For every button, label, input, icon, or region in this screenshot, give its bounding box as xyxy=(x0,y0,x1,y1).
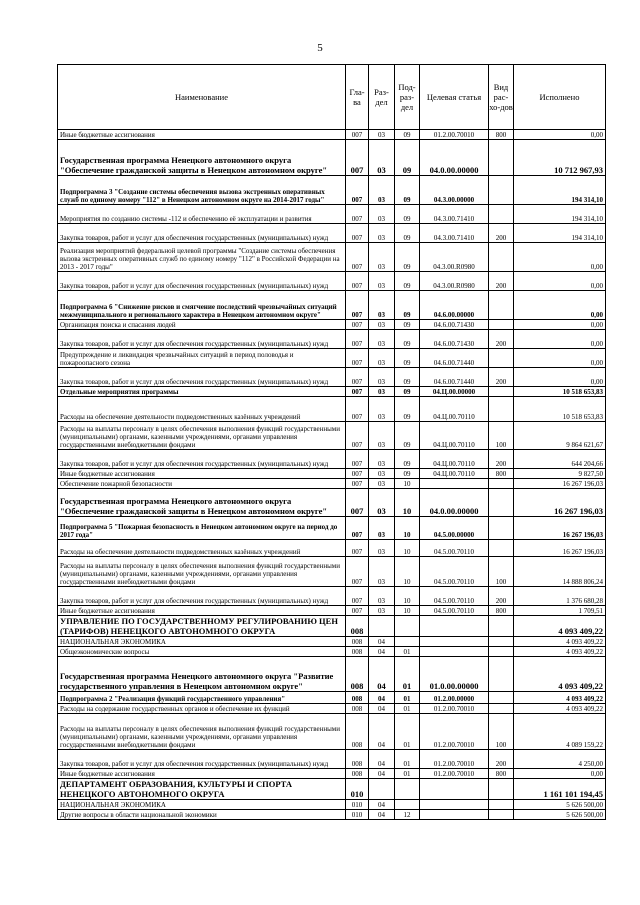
row-name: Предупреждение и ликвидация чрезвычайных ситуаций в период половодья и пожароопасного сезона xyxy=(58,349,346,368)
row-expense-type xyxy=(489,479,514,489)
row-chapter: 007 xyxy=(346,517,369,540)
row-expense-type xyxy=(489,540,514,557)
row-executed: 10 518 653,83 xyxy=(514,397,606,422)
row-name: Расходы на выплаты персоналу в целях обеспечения выполнения функций государственными (муниципальными) органами, казенными учреждениями, органами управления государственными внебюджетными фондами xyxy=(58,422,346,450)
table-row xyxy=(58,517,606,540)
row-expense-type xyxy=(489,387,514,397)
row-executed: 1 376 680,28 xyxy=(514,587,606,606)
row-chapter: 007 xyxy=(346,368,369,387)
row-expense-type: 800 xyxy=(489,130,514,140)
row-target-article xyxy=(420,647,489,657)
row-name: Подпрограмма 6 "Снижение рисков и смягчение последствий чрезвычайных ситуаций межмуниципального и регионального характера в Ненецком автономном округе" xyxy=(58,291,346,320)
row-expense-type: 200 xyxy=(489,587,514,606)
row-chapter: 007 xyxy=(346,489,369,517)
row-chapter: 007 xyxy=(346,450,369,469)
row-section: 03 xyxy=(369,387,395,397)
row-target-article: 04.6.00.71430 xyxy=(420,330,489,349)
row-target-article: 01.2.00.70010 xyxy=(420,130,489,140)
row-executed: 9 864 621,67 xyxy=(514,422,606,450)
row-target-article: 04.3.00.71410 xyxy=(420,224,489,243)
row-name: Расходы на обеспечение деятельности подведомственных казённых учреждений xyxy=(58,540,346,557)
row-section: 03 xyxy=(369,489,395,517)
row-target-article: 04.Ц.00.70110 xyxy=(420,422,489,450)
row-executed: 16 267 196,03 xyxy=(514,479,606,489)
row-chapter: 007 xyxy=(346,140,369,176)
row-expense-type xyxy=(489,704,514,714)
row-chapter: 008 xyxy=(346,692,369,704)
row-section: 04 xyxy=(369,800,395,810)
table-row xyxy=(58,450,606,469)
row-subsection: 09 xyxy=(395,387,420,397)
row-executed: 1 709,51 xyxy=(514,606,606,616)
row-subsection: 01 xyxy=(395,769,420,779)
header-target-article: Целевая статья xyxy=(420,65,489,130)
row-subsection xyxy=(395,800,420,810)
row-name: Другие вопросы в области национальной экономики xyxy=(58,810,346,820)
row-section: 04 xyxy=(369,647,395,657)
row-subsection: 09 xyxy=(395,422,420,450)
row-chapter: 007 xyxy=(346,291,369,320)
row-expense-type: 100 xyxy=(489,714,514,750)
row-executed: 4 250,00 xyxy=(514,750,606,769)
row-expense-type xyxy=(489,349,514,368)
row-executed: 4 089 159,22 xyxy=(514,714,606,750)
row-target-article: 04.Ц.00.70110 xyxy=(420,469,489,479)
budget-table xyxy=(57,64,606,820)
table-row xyxy=(58,800,606,810)
row-chapter: 008 xyxy=(346,769,369,779)
row-target-article: 04.5.00.70110 xyxy=(420,606,489,616)
row-subsection: 10 xyxy=(395,606,420,616)
row-name: Организация поиска и спасания людей xyxy=(58,320,346,330)
table-row xyxy=(58,489,606,517)
row-section: 04 xyxy=(369,657,395,692)
row-subsection: 01 xyxy=(395,657,420,692)
row-chapter: 007 xyxy=(346,224,369,243)
row-section: 04 xyxy=(369,704,395,714)
row-chapter: 007 xyxy=(346,349,369,368)
row-expense-type: 800 xyxy=(489,769,514,779)
row-target-article: 01.2.00.00000 xyxy=(420,692,489,704)
row-name: УПРАВЛЕНИЕ ПО ГОСУДАРСТВЕННОМУ РЕГУЛИРОВАНИЮ ЦЕН (ТАРИФОВ) НЕНЕЦКОГО АВТОНОМНОГО ОКРУГА xyxy=(58,616,346,637)
row-name: Общеэкономические вопросы xyxy=(58,647,346,657)
row-executed: 4 093 409,22 xyxy=(514,637,606,647)
row-chapter: 008 xyxy=(346,704,369,714)
row-executed: 16 267 196,03 xyxy=(514,489,606,517)
row-subsection xyxy=(395,779,420,800)
row-executed: 194 314,10 xyxy=(514,205,606,224)
table-row xyxy=(58,176,606,205)
row-executed: 0,00 xyxy=(514,368,606,387)
row-section: 04 xyxy=(369,714,395,750)
row-section: 03 xyxy=(369,397,395,422)
table-row xyxy=(58,606,606,616)
row-chapter: 007 xyxy=(346,387,369,397)
row-name: Подпрограмма 5 "Пожарная безопасность в Ненецком автономном округе на период до 2017 года" xyxy=(58,517,346,540)
row-subsection: 10 xyxy=(395,517,420,540)
row-target-article: 04.5.00.70110 xyxy=(420,540,489,557)
row-subsection: 10 xyxy=(395,489,420,517)
row-chapter: 008 xyxy=(346,750,369,769)
row-target-article: 04.0.00.00000 xyxy=(420,489,489,517)
row-name: Отдельные мероприятия программы xyxy=(58,387,346,397)
row-name: ДЕПАРТАМЕНТ ОБРАЗОВАНИЯ, КУЛЬТУРЫ И СПОРТА НЕНЕЦКОГО АВТОНОМНОГО ОКРУГА xyxy=(58,779,346,800)
row-target-article: 04.6.00.71440 xyxy=(420,349,489,368)
row-name: Подпрограмма 2 "Реализация функций государственного управления" xyxy=(58,692,346,704)
row-target-article: 01.2.00.70010 xyxy=(420,750,489,769)
row-executed: 4 093 409,22 xyxy=(514,704,606,714)
row-chapter: 008 xyxy=(346,637,369,647)
row-name: Государственная программа Ненецкого автономного округа "Обеспечение гражданской защиты в Ненецком автономном округе" xyxy=(58,489,346,517)
row-expense-type xyxy=(489,692,514,704)
row-name: Закупка товаров, работ и услуг для обеспечения государственных (муниципальных) нужд xyxy=(58,750,346,769)
row-section: 04 xyxy=(369,810,395,820)
row-target-article: 04.6.00.71440 xyxy=(420,368,489,387)
row-executed: 194 314,10 xyxy=(514,224,606,243)
row-expense-type: 200 xyxy=(489,368,514,387)
row-section: 03 xyxy=(369,291,395,320)
row-expense-type xyxy=(489,810,514,820)
row-subsection: 09 xyxy=(395,349,420,368)
header-name: Наименование xyxy=(58,65,346,130)
table-row xyxy=(58,272,606,291)
row-subsection: 09 xyxy=(395,320,420,330)
row-executed: 4 093 409,22 xyxy=(514,647,606,657)
row-name: Иные бюджетные ассигнования xyxy=(58,606,346,616)
row-chapter: 007 xyxy=(346,272,369,291)
row-name: НАЦИОНАЛЬНАЯ ЭКОНОМИКА xyxy=(58,637,346,647)
row-name: Закупка товаров, работ и услуг для обеспечения государственных (муниципальных) нужд xyxy=(58,272,346,291)
row-target-article: 04.3.00.71410 xyxy=(420,205,489,224)
row-section: 03 xyxy=(369,330,395,349)
row-executed: 4 093 409,22 xyxy=(514,692,606,704)
row-name: Подпрограмма 3 "Создание системы обеспечения вызова экстренных оперативных служб по единому номеру "112" в Ненецком автономном округе на 2014-2017 годы" xyxy=(58,176,346,205)
row-name: Закупка товаров, работ и услуг для обеспечения государственных (муниципальных) нужд xyxy=(58,224,346,243)
row-executed: 9 827,50 xyxy=(514,469,606,479)
row-executed: 16 267 196,03 xyxy=(514,517,606,540)
table-row xyxy=(58,616,606,637)
row-subsection: 01 xyxy=(395,714,420,750)
row-expense-type xyxy=(489,657,514,692)
table-row xyxy=(58,469,606,479)
row-target-article xyxy=(420,637,489,647)
row-chapter: 007 xyxy=(346,176,369,205)
row-executed: 0,00 xyxy=(514,272,606,291)
row-name: Иные бюджетные ассигнования xyxy=(58,130,346,140)
row-target-article: 01.0.00.00000 xyxy=(420,657,489,692)
row-name: Закупка товаров, работ и услуг для обеспечения государственных (муниципальных) нужд xyxy=(58,368,346,387)
row-chapter: 007 xyxy=(346,479,369,489)
row-name: Иные бюджетные ассигнования xyxy=(58,469,346,479)
header-section: Раз-дел xyxy=(369,65,395,130)
row-executed: 5 626 500,00 xyxy=(514,810,606,820)
row-subsection xyxy=(395,616,420,637)
row-subsection: 01 xyxy=(395,692,420,704)
row-target-article: 04.Ц.00.70110 xyxy=(420,450,489,469)
row-target-article: 04.3.00.R0980 xyxy=(420,243,489,272)
row-executed: 0,00 xyxy=(514,320,606,330)
row-expense-type xyxy=(489,243,514,272)
row-section: 03 xyxy=(369,320,395,330)
row-expense-type xyxy=(489,647,514,657)
row-section xyxy=(369,616,395,637)
row-subsection: 10 xyxy=(395,557,420,587)
header-subsection: Под-раз-дел xyxy=(395,65,420,130)
row-executed: 14 888 806,24 xyxy=(514,557,606,587)
row-name: Реализация мероприятий федеральной целевой программы "Создание системы обеспечения вызова экстренных оперативных служб по единому номеру "112" в Российской Федерации на 2013 - 2017 годы" xyxy=(58,243,346,272)
row-expense-type xyxy=(489,489,514,517)
header-expense-type: Вид рас-хо-дов xyxy=(489,65,514,130)
row-expense-type xyxy=(489,637,514,647)
row-expense-type xyxy=(489,291,514,320)
row-target-article: 01.2.00.70010 xyxy=(420,714,489,750)
table-row xyxy=(58,540,606,557)
table-row xyxy=(58,320,606,330)
row-target-article: 04.3.00.00000 xyxy=(420,176,489,205)
row-target-article: 01.2.00.70010 xyxy=(420,769,489,779)
row-target-article: 04.5.00.70110 xyxy=(420,587,489,606)
row-executed: 1 161 101 194,45 xyxy=(514,779,606,800)
row-name: Государственная программа Ненецкого автономного округа "Обеспечение гражданской защиты в Ненецком автономном округе" xyxy=(58,140,346,176)
row-subsection: 09 xyxy=(395,140,420,176)
table-row xyxy=(58,769,606,779)
row-section: 03 xyxy=(369,587,395,606)
row-subsection: 09 xyxy=(395,330,420,349)
row-executed: 0,00 xyxy=(514,291,606,320)
row-target-article xyxy=(420,810,489,820)
row-section: 04 xyxy=(369,750,395,769)
row-subsection: 09 xyxy=(395,368,420,387)
row-section: 03 xyxy=(369,557,395,587)
table-row xyxy=(58,647,606,657)
table-row xyxy=(58,692,606,704)
row-section xyxy=(369,779,395,800)
table-row xyxy=(58,704,606,714)
table-row xyxy=(58,349,606,368)
row-section: 04 xyxy=(369,637,395,647)
row-name: Расходы на обеспечение деятельности подведомственных казённых учреждений xyxy=(58,397,346,422)
row-target-article: 04.Ц.00.00000 xyxy=(420,387,489,397)
row-executed: 10 712 967,93 xyxy=(514,140,606,176)
table-row xyxy=(58,479,606,489)
table-row xyxy=(58,557,606,587)
table-row xyxy=(58,779,606,800)
row-section: 04 xyxy=(369,692,395,704)
row-executed: 5 626 500,00 xyxy=(514,800,606,810)
row-target-article: 01.2.00.70010 xyxy=(420,704,489,714)
row-target-article: 04.5.00.70110 xyxy=(420,557,489,587)
row-chapter: 007 xyxy=(346,320,369,330)
row-section: 03 xyxy=(369,272,395,291)
table-row xyxy=(58,243,606,272)
row-chapter: 007 xyxy=(346,540,369,557)
row-chapter: 010 xyxy=(346,800,369,810)
row-expense-type xyxy=(489,205,514,224)
row-section: 03 xyxy=(369,368,395,387)
row-subsection: 09 xyxy=(395,450,420,469)
row-expense-type: 200 xyxy=(489,750,514,769)
row-name: НАЦИОНАЛЬНАЯ ЭКОНОМИКА xyxy=(58,800,346,810)
row-subsection: 09 xyxy=(395,130,420,140)
table-header-row xyxy=(58,65,606,130)
row-chapter: 010 xyxy=(346,779,369,800)
row-name: Государственная программа Ненецкого автономного округа "Развитие государственного управления в Ненецком автономном округе" xyxy=(58,657,346,692)
row-subsection: 10 xyxy=(395,540,420,557)
row-section: 03 xyxy=(369,224,395,243)
row-section: 03 xyxy=(369,606,395,616)
row-chapter: 007 xyxy=(346,130,369,140)
row-target-article: 04.0.00.00000 xyxy=(420,140,489,176)
row-subsection: 09 xyxy=(395,176,420,205)
row-target-article: 04.3.00.R0980 xyxy=(420,272,489,291)
row-section: 03 xyxy=(369,349,395,368)
row-name: Расходы на выплаты персоналу в целях обеспечения выполнения функций государственными (муниципальными) органами, казенными учреждениями, органами управления государственными внебюджетными фондами xyxy=(58,557,346,587)
row-expense-type: 200 xyxy=(489,330,514,349)
row-subsection: 09 xyxy=(395,272,420,291)
row-subsection: 12 xyxy=(395,810,420,820)
row-expense-type: 200 xyxy=(489,224,514,243)
row-expense-type xyxy=(489,800,514,810)
table-row xyxy=(58,205,606,224)
row-name: Обеспечение пожарной безопасности xyxy=(58,479,346,489)
row-section: 03 xyxy=(369,479,395,489)
row-section: 03 xyxy=(369,243,395,272)
table-row xyxy=(58,810,606,820)
table-row xyxy=(58,657,606,692)
row-name: Закупка товаров, работ и услуг для обеспечения государственных (муниципальных) нужд xyxy=(58,330,346,349)
row-expense-type xyxy=(489,140,514,176)
row-expense-type: 200 xyxy=(489,450,514,469)
row-subsection: 09 xyxy=(395,397,420,422)
row-name: Иные бюджетные ассигнования xyxy=(58,769,346,779)
table-row xyxy=(58,750,606,769)
row-name: Мероприятия по созданию системы -112 и обеспечению её эксплуатации и развития xyxy=(58,205,346,224)
row-subsection: 10 xyxy=(395,587,420,606)
row-subsection: 01 xyxy=(395,704,420,714)
table-row xyxy=(58,714,606,750)
table-row xyxy=(58,397,606,422)
row-executed: 0,00 xyxy=(514,349,606,368)
row-executed: 0,00 xyxy=(514,330,606,349)
row-expense-type xyxy=(489,779,514,800)
row-chapter: 007 xyxy=(346,606,369,616)
row-name: Расходы на содержание государственных органов и обеспечение их функций xyxy=(58,704,346,714)
row-expense-type: 100 xyxy=(489,422,514,450)
row-section: 03 xyxy=(369,540,395,557)
table-row xyxy=(58,637,606,647)
row-expense-type xyxy=(489,176,514,205)
row-executed: 0,00 xyxy=(514,243,606,272)
row-subsection: 01 xyxy=(395,750,420,769)
row-chapter: 007 xyxy=(346,557,369,587)
row-section: 04 xyxy=(369,769,395,779)
row-name: Закупка товаров, работ и услуг для обеспечения государственных (муниципальных) нужд xyxy=(58,450,346,469)
row-target-article: 04.6.00.71430 xyxy=(420,320,489,330)
row-executed: 0,00 xyxy=(514,130,606,140)
row-target-article: 04.Ц.00.70110 xyxy=(420,397,489,422)
table-row xyxy=(58,587,606,606)
table-row xyxy=(58,387,606,397)
row-section: 03 xyxy=(369,140,395,176)
page-number: 5 xyxy=(317,42,323,54)
row-chapter: 008 xyxy=(346,616,369,637)
row-chapter: 008 xyxy=(346,647,369,657)
row-chapter: 008 xyxy=(346,714,369,750)
row-expense-type xyxy=(489,616,514,637)
row-expense-type xyxy=(489,517,514,540)
row-section: 03 xyxy=(369,450,395,469)
row-expense-type xyxy=(489,320,514,330)
row-subsection xyxy=(395,637,420,647)
table-row xyxy=(58,291,606,320)
row-executed: 10 518 653,83 xyxy=(514,387,606,397)
row-chapter: 007 xyxy=(346,422,369,450)
row-target-article xyxy=(420,616,489,637)
row-chapter: 007 xyxy=(346,587,369,606)
row-expense-type: 200 xyxy=(489,272,514,291)
row-target-article: 04.6.00.00000 xyxy=(420,291,489,320)
header-executed: Исполнено xyxy=(514,65,606,130)
row-chapter: 008 xyxy=(346,657,369,692)
row-expense-type: 800 xyxy=(489,469,514,479)
row-chapter: 007 xyxy=(346,469,369,479)
row-subsection: 10 xyxy=(395,479,420,489)
row-chapter: 007 xyxy=(346,205,369,224)
row-executed: 644 204,66 xyxy=(514,450,606,469)
row-executed: 16 267 196,03 xyxy=(514,540,606,557)
row-expense-type xyxy=(489,397,514,422)
row-section: 03 xyxy=(369,176,395,205)
row-target-article: 04.5.00.00000 xyxy=(420,517,489,540)
row-subsection: 09 xyxy=(395,291,420,320)
row-expense-type: 800 xyxy=(489,606,514,616)
table-row xyxy=(58,368,606,387)
row-executed: 4 093 409,22 xyxy=(514,616,606,637)
row-chapter: 007 xyxy=(346,397,369,422)
row-name: Закупка товаров, работ и услуг для обеспечения государственных (муниципальных) нужд xyxy=(58,587,346,606)
row-chapter: 010 xyxy=(346,810,369,820)
row-section: 03 xyxy=(369,205,395,224)
row-expense-type: 100 xyxy=(489,557,514,587)
table-row xyxy=(58,224,606,243)
row-executed: 4 093 409,22 xyxy=(514,657,606,692)
row-target-article xyxy=(420,479,489,489)
row-section: 03 xyxy=(369,469,395,479)
table-row xyxy=(58,140,606,176)
table-row xyxy=(58,330,606,349)
table-row xyxy=(58,130,606,140)
row-target-article xyxy=(420,800,489,810)
row-target-article xyxy=(420,779,489,800)
row-chapter: 007 xyxy=(346,243,369,272)
row-subsection: 09 xyxy=(395,224,420,243)
header-chapter: Гла-ва xyxy=(346,65,369,130)
table-row xyxy=(58,422,606,450)
row-subsection: 01 xyxy=(395,647,420,657)
row-subsection: 09 xyxy=(395,243,420,272)
row-name: Расходы на выплаты персоналу в целях обеспечения выполнения функций государственными (муниципальными) органами, казенными учреждениями, органами управления государственными внебюджетными фондами xyxy=(58,714,346,750)
row-section: 03 xyxy=(369,422,395,450)
row-executed: 0,00 xyxy=(514,769,606,779)
row-section: 03 xyxy=(369,517,395,540)
row-section: 03 xyxy=(369,130,395,140)
row-subsection: 09 xyxy=(395,469,420,479)
row-executed: 194 314,10 xyxy=(514,176,606,205)
row-chapter: 007 xyxy=(346,330,369,349)
row-subsection: 09 xyxy=(395,205,420,224)
